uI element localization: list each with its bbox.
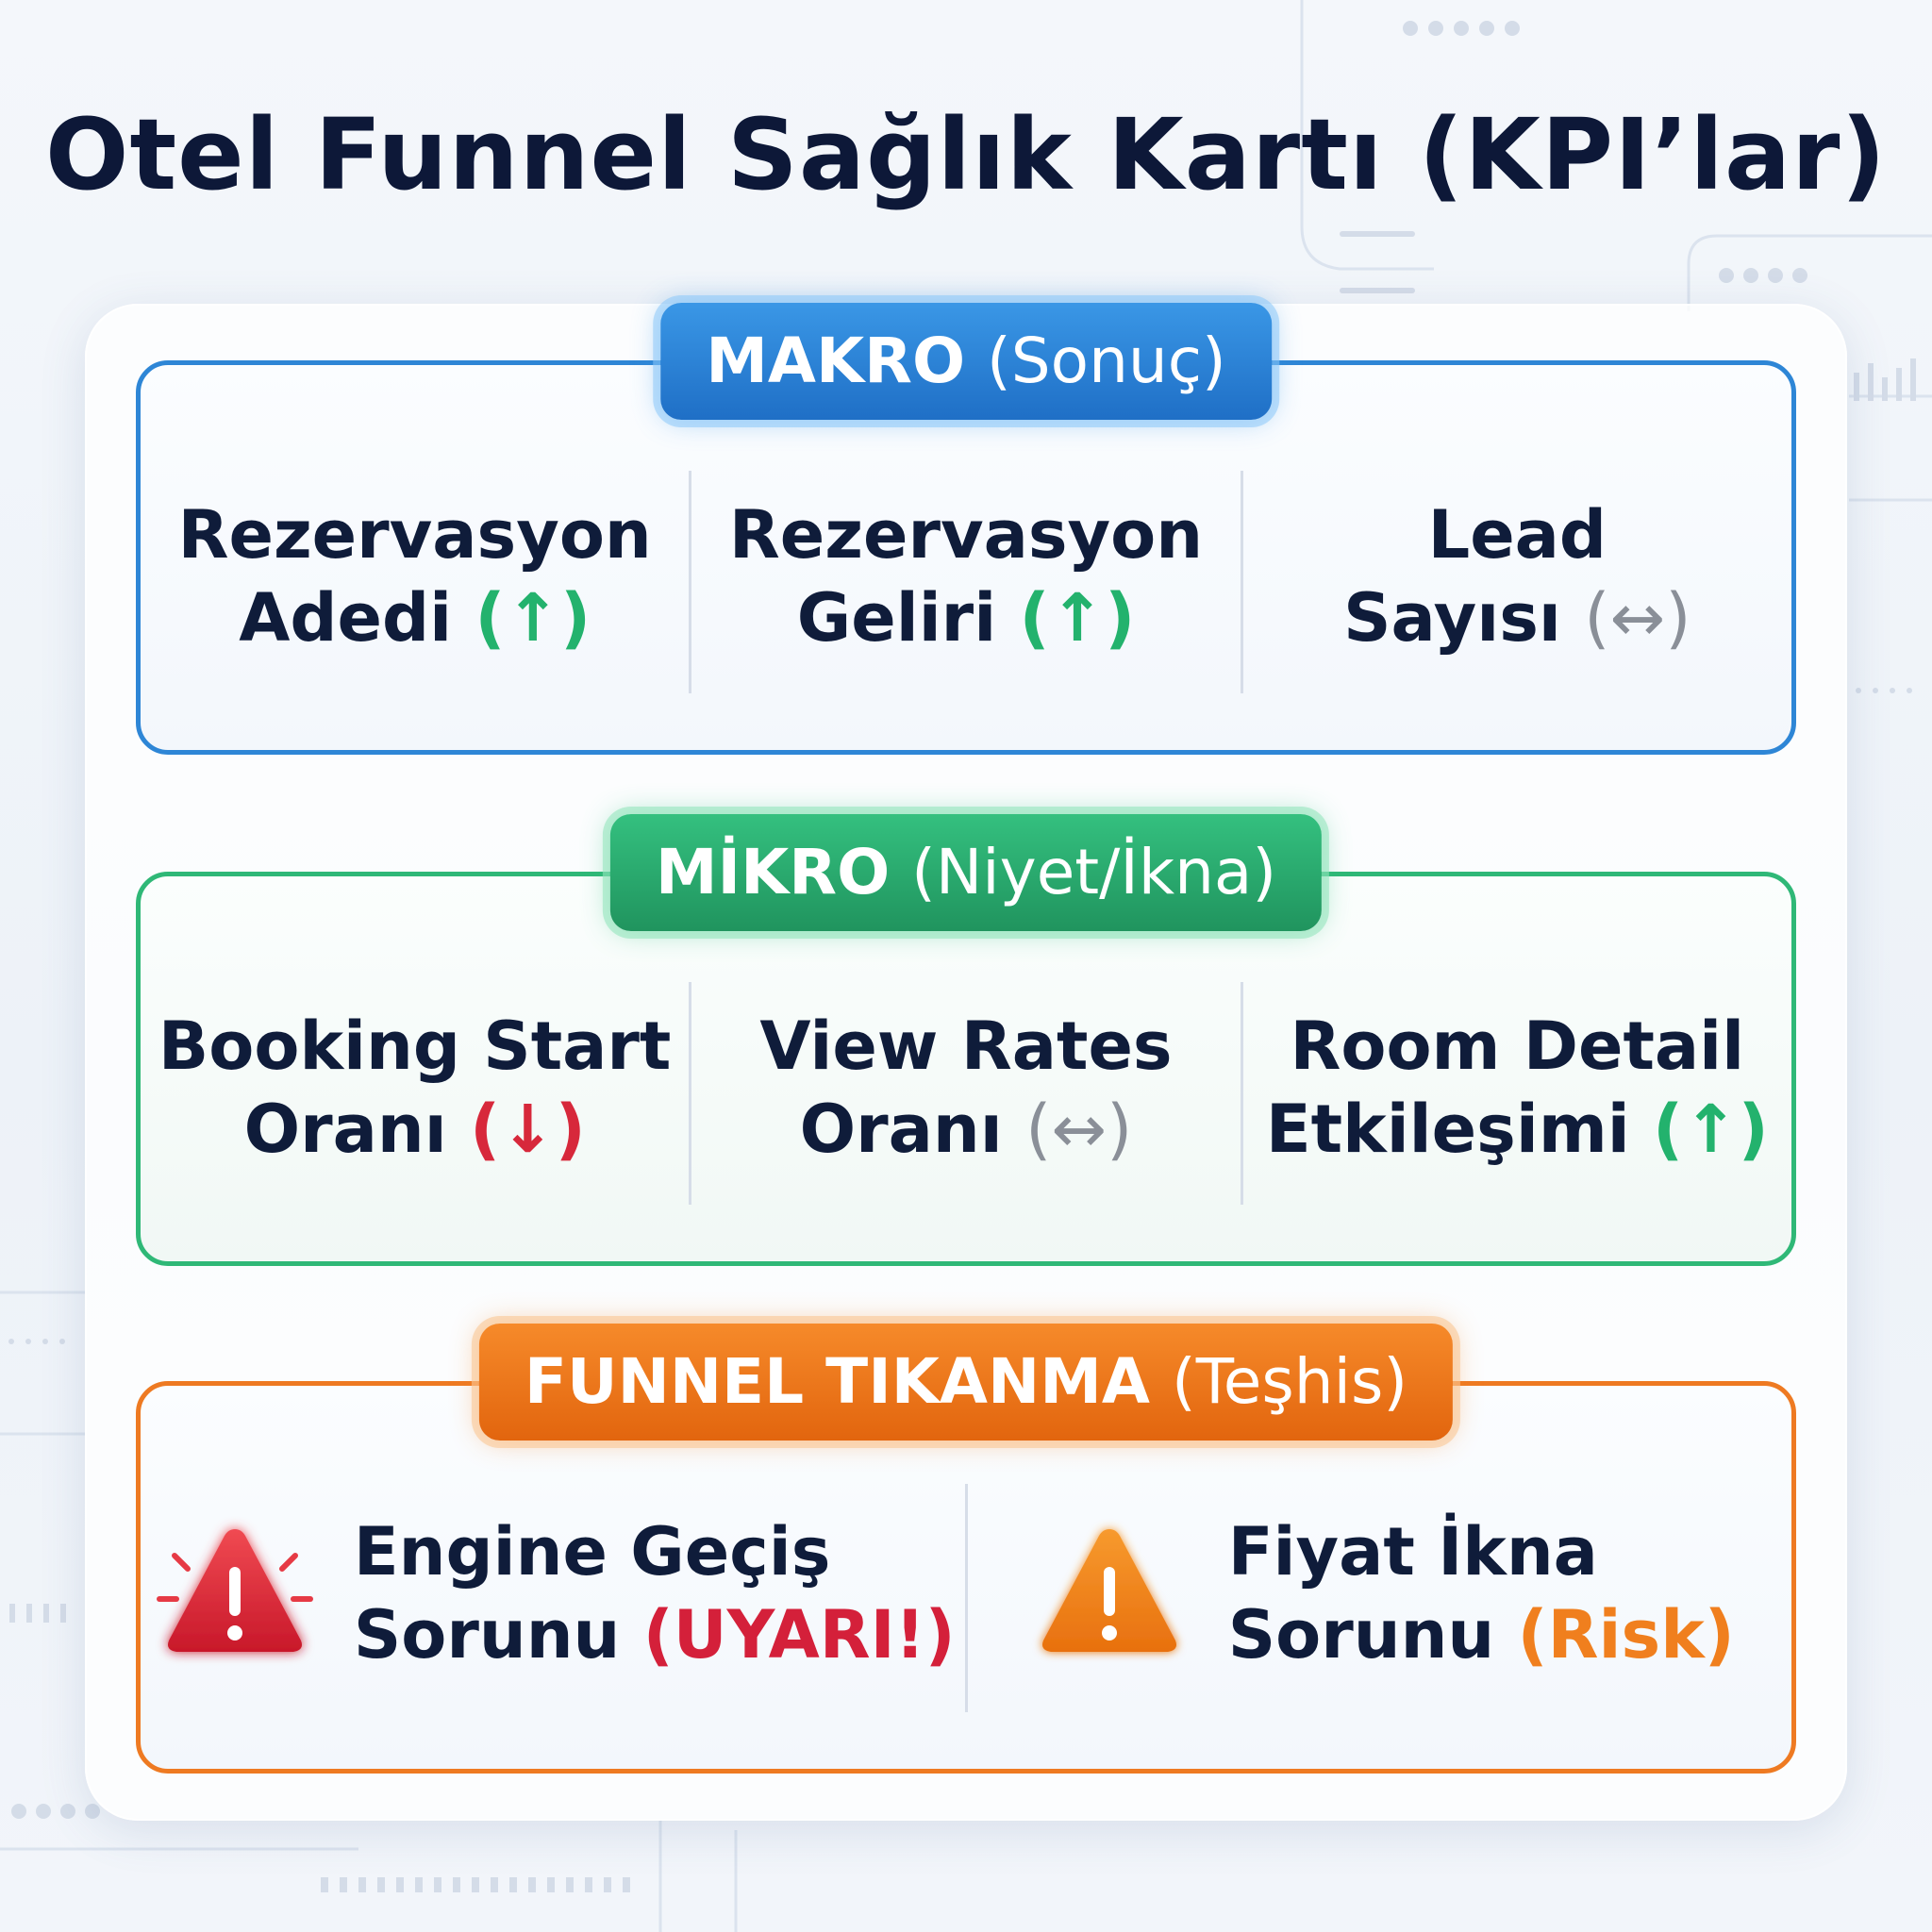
issue-flag-risk: (Risk)	[1517, 1596, 1735, 1674]
trend-up-icon: (↑)	[475, 579, 591, 657]
kpi-label-line1: Booking Start	[158, 1008, 672, 1085]
kpi-lead-sayisi	[1243, 365, 1791, 750]
issue-label-line1: Fiyat İkna	[1227, 1513, 1598, 1591]
mikro-section	[136, 836, 1796, 1266]
makro-badge-subtitle: (Sonuç)	[987, 325, 1226, 397]
kpi-label-line2: Oranı	[243, 1091, 447, 1168]
kpi-label-line1: Rezervasyon	[728, 496, 1204, 574]
trend-flat-icon: (↔)	[1025, 1091, 1133, 1168]
trend-up-icon: (↑)	[1653, 1091, 1769, 1168]
kpi-view-rates-orani	[691, 876, 1240, 1261]
trend-flat-icon: (↔)	[1584, 579, 1691, 657]
mikro-badge-subtitle: (Niyet/İkna)	[911, 836, 1277, 908]
issue-label-line2: Sorunu	[353, 1596, 621, 1674]
kpi-rezervasyon-adedi	[141, 365, 689, 750]
issue-flag-warning: (UYARI!)	[642, 1596, 956, 1674]
kpi-label-line2: Etkileşimi	[1265, 1091, 1630, 1168]
funnel-section	[136, 1345, 1796, 1774]
kpi-label-line2: Adedi	[239, 579, 453, 657]
warning-red-icon	[150, 1508, 320, 1678]
kpi-rezervasyon-geliri	[691, 365, 1240, 750]
trend-up-icon: (↑)	[1019, 579, 1136, 657]
kpi-room-detail-etkilesimi	[1243, 876, 1791, 1261]
mikro-kpi-row	[141, 876, 1791, 1261]
kpi-label-line1: Lead	[1427, 496, 1607, 574]
makro-section	[136, 325, 1796, 755]
kpi-label-line2: Geliri	[796, 579, 997, 657]
issue-label-line1: Engine Geçiş	[353, 1513, 831, 1591]
page-title: Otel Funnel Sağlık Kartı (KPI’lar)	[45, 97, 1887, 212]
issue-label-line2: Sorunu	[1227, 1596, 1495, 1674]
warning-orange-icon	[1024, 1508, 1194, 1678]
kpi-label-line1: View Rates	[759, 1008, 1173, 1085]
kpi-label-line2: Sayısı	[1343, 579, 1561, 657]
makro-kpi-row	[141, 365, 1791, 750]
funnel-badge-title: FUNNEL TIKANMA	[524, 1345, 1150, 1418]
trend-down-icon: (↓)	[470, 1091, 586, 1168]
kpi-label-line1: Rezervasyon	[177, 496, 652, 574]
issue-engine-gecis	[141, 1386, 965, 1769]
kpi-booking-start-orani	[141, 876, 689, 1261]
funnel-issue-row	[141, 1386, 1791, 1769]
funnel-badge-subtitle: (Teşhis)	[1171, 1345, 1408, 1418]
kpi-label-line1: Room Detail	[1290, 1008, 1745, 1085]
kpi-label-line2: Oranı	[799, 1091, 1003, 1168]
makro-badge-title: MAKRO	[706, 325, 966, 397]
mikro-badge-title: MİKRO	[655, 836, 891, 908]
issue-fiyat-ikna	[968, 1386, 1792, 1769]
